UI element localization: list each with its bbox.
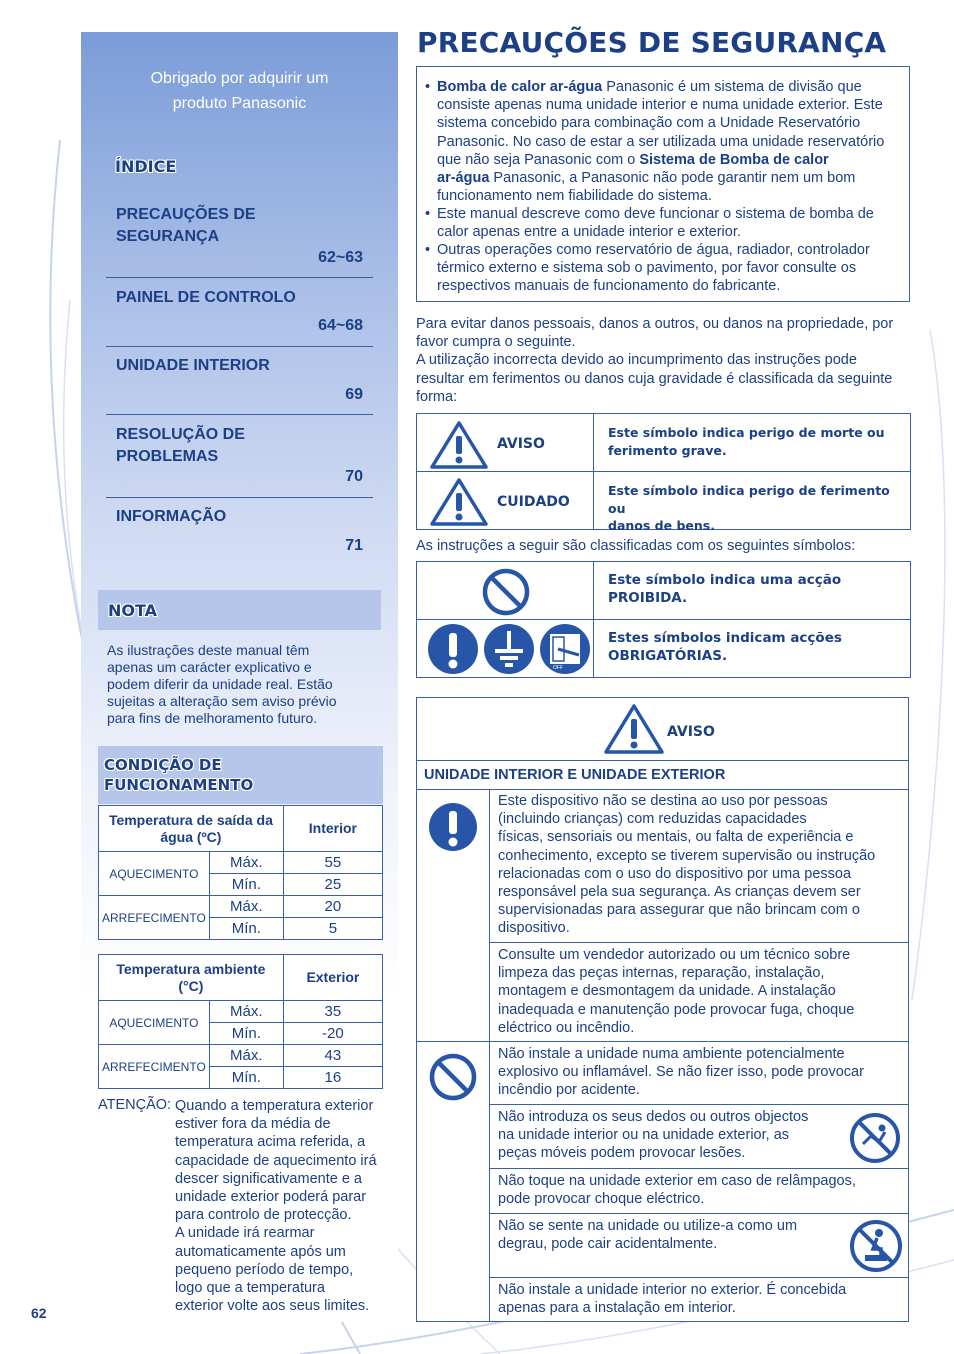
- toc-item-control-panel[interactable]: [106, 278, 373, 347]
- attention-line: temperatura acima referida, a: [175, 1134, 366, 1151]
- value-cell: 5: [283, 918, 382, 940]
- text-line: eléctrico ou incêndio.: [498, 1019, 635, 1036]
- text-line: Consulte um vendedor autorizado ou um técnico sobre: [498, 947, 851, 963]
- intro-paragraph: [416, 315, 912, 406]
- symbols-legend: [416, 561, 911, 678]
- warning-text: [498, 1045, 864, 1100]
- mandatory-row: [417, 620, 910, 677]
- ambient-temp-table: [98, 954, 383, 1089]
- toc-item-information[interactable]: [106, 498, 373, 564]
- text-line: térmico externo e sistema sob o pavimento, por favor consulte os: [437, 260, 857, 277]
- value-cell: 20: [283, 896, 382, 918]
- caution-triangle-icon: [429, 477, 489, 527]
- warning-text: [498, 1281, 846, 1317]
- text-line: Este manual descreve como deve funcionar o sistema de bomba de: [437, 206, 874, 222]
- text-line: PROIBIDA.: [608, 589, 688, 606]
- text-line: Estes símbolos indicam acções: [608, 630, 842, 646]
- text-line: incêndio por acidente.: [498, 1082, 640, 1099]
- attention-line: estiver fora da média de: [175, 1116, 331, 1133]
- limit-cell: Máx.: [209, 896, 283, 918]
- text-line: A utilização incorrecta devido ao incumprimento das instruções pode: [416, 352, 857, 369]
- aviso-description: [608, 424, 898, 459]
- mode-cell: AQUECIMENTO: [99, 1001, 210, 1045]
- text-line: Este símbolo indica uma acção: [608, 572, 842, 588]
- mandatory-description: [608, 630, 898, 665]
- text-line: conhecimento, excepto se tiverem supervisão ou instrução: [498, 847, 876, 864]
- warnings-table: [416, 697, 909, 1322]
- text-line: consiste apenas numa unidade interior e numa unidade exterior. Este: [437, 97, 883, 114]
- text-line: Outras operações como reservatório de água, radiador, controlador: [437, 242, 870, 258]
- mode-cell: ARREFECIMENTO: [99, 1045, 210, 1089]
- text: que não seja Panasonic com o: [437, 151, 640, 168]
- off-label: OFF: [553, 665, 563, 671]
- cuidado-description: [608, 482, 898, 535]
- text-line: peças móveis podem provocar lesões.: [498, 1145, 746, 1162]
- attention-line: A unidade irá rearmar: [175, 1225, 315, 1242]
- limit-cell: Mín.: [209, 918, 283, 940]
- warning-triangle-icon: [429, 420, 489, 470]
- toc-page: 69: [345, 386, 363, 403]
- warning-subheader: UNIDADE INTERIOR E UNIDADE EXTERIOR: [424, 767, 726, 783]
- text-line: explosivo ou inflamável. Se não fizer isso, pode provocar: [498, 1064, 864, 1081]
- attention-label: ATENÇÃO:: [98, 1097, 172, 1113]
- table-header: Interior: [283, 806, 382, 852]
- text-line: físicas, sensoriais ou mentais, ou falta de experiência e: [498, 829, 854, 846]
- intro-bullet-2: [437, 205, 907, 241]
- nota-text: [107, 642, 377, 727]
- text-line: resultar em ferimentos ou danos cuja gravidade é classificada da seguinte: [416, 370, 893, 387]
- nota-line: para fins de melhoramento futuro.: [107, 710, 318, 726]
- attention-line: capacidade de aquecimento irá: [175, 1152, 377, 1169]
- text-line: Não se sente na unidade ou utilize-a como um: [498, 1218, 798, 1234]
- aviso-label: AVISO: [497, 436, 545, 452]
- bold-text: Bomba de calor ar-água: [437, 79, 603, 95]
- warning-item: [490, 1213, 909, 1277]
- warning-item: [490, 942, 909, 1041]
- thanks-line: produto Panasonic: [172, 95, 307, 112]
- divider: [593, 562, 594, 677]
- text-line: pode provocar choque eléctrico.: [498, 1191, 705, 1208]
- warning-item: [490, 1277, 909, 1322]
- text: Panasonic, a Panasonic não pode garantir nem um bom: [489, 170, 856, 187]
- text-line: Este símbolo indica perigo de morte ou: [608, 425, 885, 440]
- warning-text: [498, 1108, 808, 1163]
- attention-line: Quando a temperatura exterior: [175, 1098, 374, 1114]
- thanks-line: Obrigado por adquirir um: [150, 70, 329, 87]
- value-cell: 43: [283, 1045, 382, 1067]
- text-line: responsável pela sua segurança. As crianças devem ser: [498, 884, 861, 901]
- text: Panasonic é um sistema de divisão que: [602, 79, 862, 95]
- divider: [417, 760, 908, 761]
- page-number: 62: [31, 1305, 47, 1321]
- warning-text: [498, 946, 854, 1037]
- text-line: (incluindo crianças) com reduzidas capacidades: [498, 811, 807, 828]
- toc-label-line: PROBLEMAS: [116, 448, 219, 465]
- text-line: Não instale a unidade interior no exterior. É concebida: [498, 1282, 847, 1298]
- bold-text: ar-água: [437, 170, 490, 187]
- attention-line: descer significativamente e a: [175, 1170, 362, 1187]
- attention-line: logo que a temperatura: [175, 1280, 325, 1297]
- warning-header: AVISO: [667, 724, 715, 740]
- toc-label: PAINEL DE CONTROLO: [116, 289, 296, 306]
- text-line: danos de bens.: [608, 518, 715, 533]
- attention-line: pequeno período de tempo,: [175, 1261, 354, 1278]
- value-cell: -20: [283, 1023, 382, 1045]
- toc-label-line: RESOLUÇÃO DE: [116, 426, 245, 443]
- attention-line: automaticamente após um: [175, 1243, 346, 1260]
- page-title: PRECAUÇÕES DE SEGURANÇA: [417, 26, 887, 59]
- warning-item: [490, 1104, 909, 1168]
- prohibited-row: [417, 562, 910, 620]
- warning-text: [498, 792, 875, 938]
- nota-title: NOTA: [108, 601, 158, 620]
- divider: [593, 414, 594, 529]
- intro-bullet-1: [437, 78, 907, 205]
- warning-item: [490, 789, 909, 942]
- no-sitting-icon: [849, 1219, 903, 1273]
- text-line: dispositivo.: [498, 920, 570, 937]
- text-line: Para evitar danos pessoais, danos a outros, ou danos na propriedade, por: [416, 316, 894, 332]
- toc-page: 64~68: [318, 317, 363, 334]
- nota-line: As ilustrações deste manual têm: [107, 642, 310, 658]
- bullet-icon: •: [425, 242, 431, 258]
- prohibited-description: [608, 572, 898, 607]
- bullet-icon: •: [425, 206, 431, 222]
- limit-cell: Mín.: [209, 1067, 283, 1089]
- attention-line: exterior volte aos seus limites.: [175, 1298, 370, 1315]
- warning-text: [498, 1217, 797, 1253]
- text-line: funcionamento nem fiabilidade do sistema.: [437, 188, 712, 205]
- mode-cell: AQUECIMENTO: [99, 852, 210, 896]
- toc-page: 70: [345, 468, 363, 485]
- text-line: montagem e desmontagem da unidade. A instalação: [498, 983, 836, 1000]
- text-line: OBRIGATÓRIAS.: [608, 647, 728, 664]
- warning-triangle-icon: [603, 702, 665, 756]
- warning-item: [490, 1041, 909, 1104]
- attention-text: [175, 1097, 387, 1315]
- text-line: Não instale a unidade numa ambiente potencialmente: [498, 1046, 845, 1062]
- condition-title-line: CONDIÇÃO DE: [104, 756, 222, 774]
- cuidado-label: CUIDADO: [497, 494, 570, 510]
- attention-line: para controlo de protecção.: [175, 1207, 352, 1224]
- aviso-row: [417, 414, 910, 472]
- table-header: Temperatura de saída da água (ºC): [99, 806, 284, 852]
- index-title: ÍNDICE: [115, 157, 177, 176]
- value-cell: 25: [283, 874, 382, 896]
- text-line: Este dispositivo não se destina ao uso por pessoas: [498, 793, 828, 809]
- text-line: respectivos manuais de funcionamento do fabricante.: [437, 278, 781, 295]
- power-off-icon: [539, 623, 591, 675]
- toc-page: 71: [345, 537, 363, 554]
- limit-cell: Máx.: [209, 1001, 283, 1023]
- toc-label-line: PRECAUÇÕES DE: [116, 206, 256, 223]
- attention-line: unidade exterior poderá parar: [175, 1189, 367, 1206]
- condition-title: [104, 755, 253, 795]
- prohibited-icon: [428, 1052, 478, 1102]
- limit-cell: Mín.: [209, 1023, 283, 1045]
- nota-line: apenas um carácter explicativo e: [107, 659, 312, 675]
- toc-page: 62~63: [318, 249, 363, 266]
- text-line: relacionadas com o uso do dispositivo por uma pessoa: [498, 865, 852, 882]
- value-cell: 55: [283, 852, 382, 874]
- text-line: degrau, pode cair acidentalmente.: [498, 1236, 718, 1253]
- text-line: supervisionadas para assegurar que não brincam com o: [498, 902, 860, 919]
- nota-line: sujeitas a alteração sem aviso prévio: [107, 693, 337, 709]
- limit-cell: Mín.: [209, 874, 283, 896]
- cuidado-row: [417, 472, 910, 533]
- toc-label: INFORMAÇÃO: [116, 508, 227, 525]
- thanks-message: [81, 66, 398, 116]
- text-line: apenas para a instalação em interior.: [498, 1300, 736, 1317]
- mandatory-exclamation-icon: [427, 623, 479, 675]
- table-header: Exterior: [283, 955, 382, 1001]
- text-line: favor cumpra o seguinte.: [416, 334, 576, 351]
- prohibited-icon: [481, 567, 531, 617]
- condition-title-line: FUNCIONAMENTO: [104, 776, 254, 794]
- mode-cell: ARREFECIMENTO: [99, 896, 210, 940]
- text-line: Este símbolo indica perigo de ferimento ou: [608, 483, 890, 516]
- value-cell: 35: [283, 1001, 382, 1023]
- table-header: Temperatura ambiente (°C): [99, 955, 284, 1001]
- text-line: ferimento grave.: [608, 442, 727, 458]
- toc-item-safety[interactable]: [106, 195, 373, 278]
- text-line: sistema concebido para combinação com a Unidade Reservatório: [437, 115, 861, 132]
- text-line: limpeza das peças internas, reparação, instalação,: [498, 965, 825, 982]
- no-fingers-icon: [849, 1112, 901, 1164]
- toc-item-indoor-unit[interactable]: [106, 347, 373, 415]
- symbols-intro: As instruções a seguir são classificadas com os seguintes símbolos:: [416, 538, 856, 554]
- water-temp-table: [98, 805, 383, 940]
- text-line: inadequada e manutenção pode provocar fuga, choque: [498, 1001, 855, 1018]
- intro-bullet-3: [437, 241, 907, 296]
- value-cell: 16: [283, 1067, 382, 1089]
- toc-label: UNIDADE INTERIOR: [116, 357, 270, 374]
- text-line: calor apenas entre a unidade interior e exterior.: [437, 224, 741, 241]
- mandatory-exclamation-icon: [428, 802, 478, 852]
- limit-cell: Máx.: [209, 1045, 283, 1067]
- text-line: Não toque na unidade exterior em caso de relâmpagos,: [498, 1173, 856, 1189]
- bold-text: Sistema de Bomba de calor: [639, 151, 829, 168]
- limit-cell: Máx.: [209, 852, 283, 874]
- ground-icon: [483, 623, 535, 675]
- divider: [417, 1041, 490, 1042]
- toc-label: [116, 204, 256, 248]
- text-line: Panasonic. No caso de estar a ser utilizada uma unidade reservatório: [437, 133, 885, 150]
- toc-label: [116, 424, 245, 468]
- severity-legend: [416, 413, 911, 533]
- bullet-icon: •: [425, 79, 431, 95]
- warning-item: [490, 1168, 909, 1213]
- nota-line: podem diferir da unidade real. Estão: [107, 676, 333, 692]
- text-line: Não introduza os seus dedos ou outros objectos: [498, 1109, 809, 1125]
- warning-text: [498, 1172, 856, 1208]
- text-line: forma:: [416, 388, 458, 405]
- text-line: na unidade interior ou na unidade exterior, as: [498, 1127, 790, 1144]
- toc-item-troubleshooting[interactable]: [106, 415, 373, 498]
- toc-label-line: SEGURANÇA: [116, 228, 220, 245]
- intro-box: [416, 66, 910, 302]
